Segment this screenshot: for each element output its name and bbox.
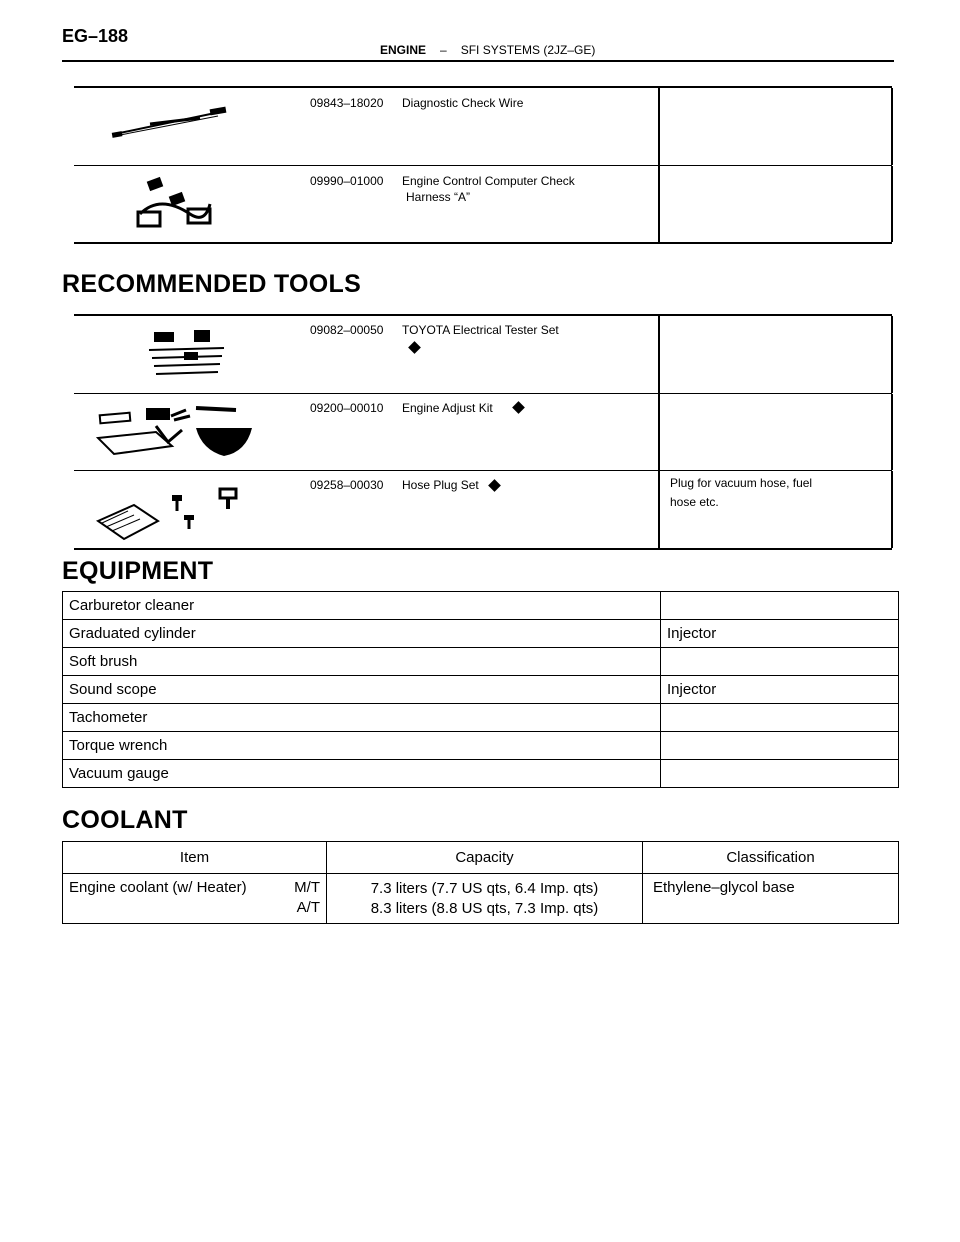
sst-name: Engine Control Computer Check <box>402 174 575 188</box>
check-harness-illustration <box>130 174 220 234</box>
equipment-item: Soft brush <box>63 648 661 676</box>
header-rule <box>62 60 894 62</box>
equipment-item: Tachometer <box>63 704 661 732</box>
column-divider <box>658 394 660 470</box>
equipment-note <box>661 592 899 620</box>
table-right-edge <box>891 166 893 242</box>
sst-name: Diagnostic Check Wire <box>402 96 524 110</box>
coolant-item-cell <box>63 874 327 924</box>
coolant-title: COOLANT <box>62 806 188 834</box>
tool-part-number: 09258–00030 <box>310 478 384 492</box>
tool-part-number: 09200–00010 <box>310 401 384 415</box>
column-divider <box>658 471 660 548</box>
sst-name-line2: Harness “A” <box>406 190 471 204</box>
table-right-edge <box>891 471 893 548</box>
coolant-at: A/T <box>296 899 320 916</box>
table-header-row <box>63 842 899 874</box>
recommended-mark-icon <box>512 401 525 414</box>
sst-table <box>74 86 892 244</box>
sst-row <box>74 165 892 242</box>
sst-part-number: 09990–01000 <box>310 174 384 188</box>
tool-part-number: 09082–00050 <box>310 323 384 337</box>
table-right-edge <box>891 316 893 393</box>
tool-note-line2: hose etc. <box>670 495 719 509</box>
table-right-edge <box>891 88 893 165</box>
table-row <box>63 760 899 788</box>
tool-note <box>670 474 812 512</box>
column-divider <box>658 88 660 165</box>
engine-adjust-kit-illustration <box>96 406 266 461</box>
coolant-table <box>62 841 899 924</box>
recommended-tools-table <box>74 314 892 550</box>
column-divider <box>658 166 660 242</box>
table-right-edge <box>891 394 893 470</box>
table-row <box>63 704 899 732</box>
header-section: ENGINE <box>380 43 427 57</box>
header-separator: – <box>440 43 447 57</box>
recommended-mark-icon <box>488 479 501 492</box>
column-header-item: Item <box>63 842 327 874</box>
table-row <box>63 592 899 620</box>
tool-name: TOYOTA Electrical Tester Set <box>402 323 559 337</box>
equipment-item: Carburetor cleaner <box>63 592 661 620</box>
table-row <box>63 620 899 648</box>
equipment-note <box>661 648 899 676</box>
column-divider <box>658 316 660 393</box>
table-row <box>63 874 899 924</box>
equipment-item: Torque wrench <box>63 732 661 760</box>
table-row <box>63 648 899 676</box>
electrical-tester-illustration <box>144 328 234 383</box>
tool-note-line1: Plug for vacuum hose, fuel <box>670 476 813 490</box>
coolant-classification: Ethylene–glycol base <box>643 874 899 924</box>
coolant-item: Engine coolant (w/ Heater) <box>69 879 247 896</box>
column-header-capacity: Capacity <box>327 842 643 874</box>
sst-row <box>74 88 892 165</box>
coolant-capacity-cell <box>327 874 643 924</box>
table-row <box>63 732 899 760</box>
equipment-table <box>62 591 899 788</box>
column-header-classification: Classification <box>643 842 899 874</box>
equipment-note <box>661 760 899 788</box>
recommended-mark-icon <box>408 341 421 354</box>
coolant-capacity-mt: 7.3 liters (7.7 US qts, 6.4 Imp. qts) <box>370 880 599 897</box>
equipment-note: Injector <box>661 620 899 648</box>
page-number: EG–188 <box>62 26 129 46</box>
header-subsection: SFI SYSTEMS (2JZ–GE) <box>460 43 596 57</box>
equipment-note <box>661 732 899 760</box>
sst-part-number: 09843–18020 <box>310 96 384 110</box>
coolant-capacity-at: 8.3 liters (8.8 US qts, 7.3 Imp. qts) <box>370 900 599 917</box>
table-row <box>63 676 899 704</box>
tool-row <box>74 393 892 470</box>
tool-name: Hose Plug Set <box>402 478 479 492</box>
equipment-item: Vacuum gauge <box>63 760 661 788</box>
tool-row <box>74 316 892 393</box>
equipment-note <box>661 704 899 732</box>
equipment-item: Graduated cylinder <box>63 620 661 648</box>
tool-name: Engine Adjust Kit <box>402 401 493 415</box>
tool-row <box>74 470 892 548</box>
equipment-note: Injector <box>661 676 899 704</box>
coolant-mt: M/T <box>294 879 320 896</box>
recommended-tools-title: RECOMMENDED TOOLS <box>62 270 362 298</box>
running-header <box>380 43 595 57</box>
equipment-item: Sound scope <box>63 676 661 704</box>
hose-plug-set-illustration <box>94 481 254 541</box>
check-wire-illustration <box>110 102 230 142</box>
equipment-title: EQUIPMENT <box>62 557 214 585</box>
